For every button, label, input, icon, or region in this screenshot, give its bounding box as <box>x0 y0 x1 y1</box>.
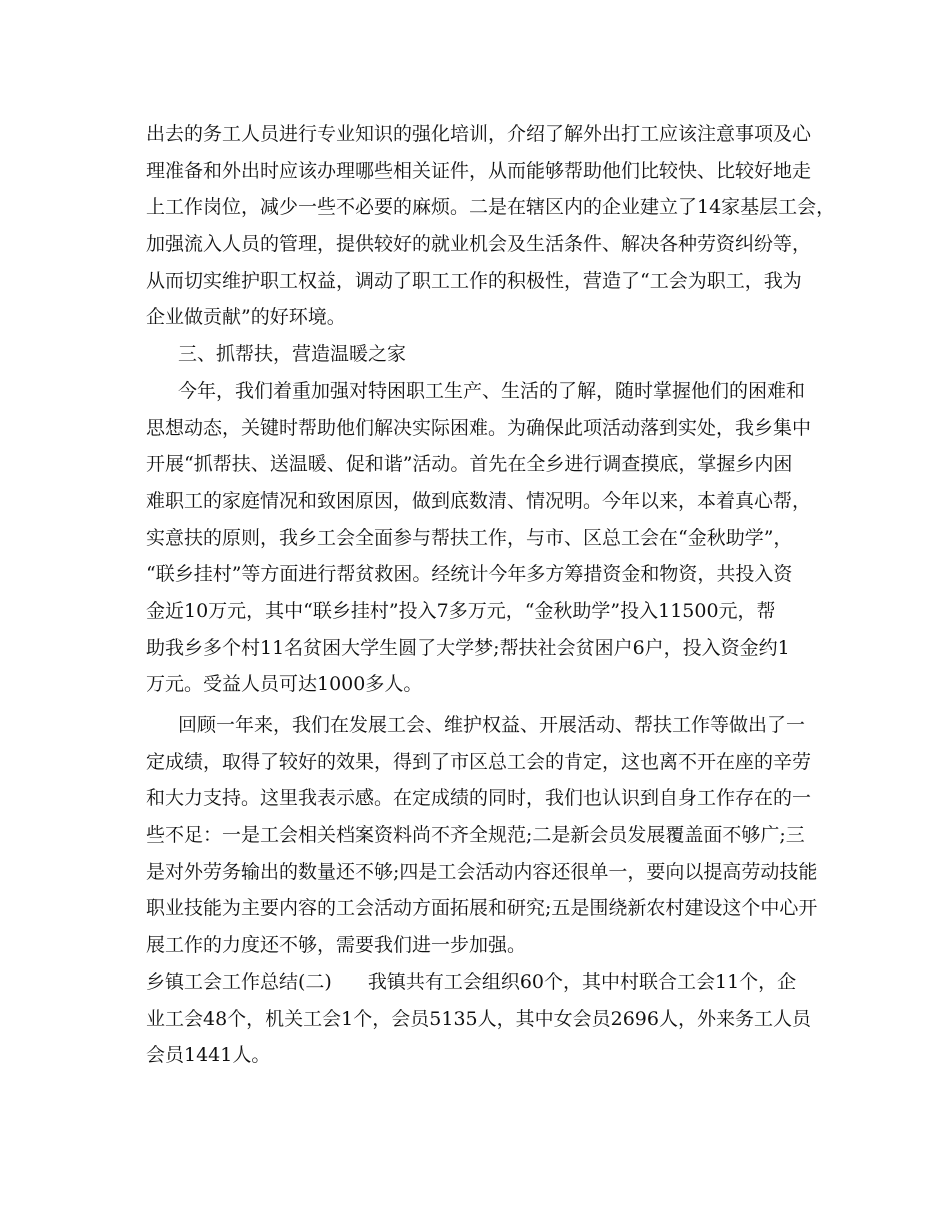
paragraph-line: 助我乡多个村11名贫困大学生圆了大学梦;帮扶社会贫困户6户，投入资金约1 <box>146 636 790 659</box>
paragraph-line: 些不足：一是工会相关档案资料尚不齐全规范;二是新会员发展覆盖面不够广;三 <box>146 824 805 847</box>
paragraph-line: 和大力支持。这里我表示感。在定成绩的同时，我们也认识到自身工作存在的一 <box>146 787 812 810</box>
paragraph-line: 开展“抓帮扶、送温暖、促和谐”活动。首先在全乡进行调查摸底，掌握乡内困 <box>146 453 793 476</box>
paragraph-line: 难职工的家庭情况和致困原因，做到底数清、情况明。今年以来，本着真心帮， <box>146 489 812 512</box>
paragraph-line: 上工作岗位，减少一些不必要的麻烦。二是在辖区内的企业建立了14家基层工会， <box>146 196 836 219</box>
paragraph-line: 实意扶的原则，我乡工会全面参与帮扶工作，与市、区总工会在“金秋助学”， <box>146 526 793 549</box>
paragraph-line: 万元。受益人员可达1000多人。 <box>146 673 423 696</box>
paragraph-line: 企业做贡献”的好环境。 <box>146 306 346 329</box>
paragraph-line: 业工会48个，机关工会1个，会员5135人，其中女会员2696人，外来务工人员 <box>146 1007 811 1030</box>
section-title-line <box>146 964 816 1001</box>
paragraph-line: 职业技能为主要内容的工会活动方面拓展和研究;五是围绕新农村建设这个中心开 <box>146 897 818 920</box>
paragraph-line: 思想动态，关键时帮助他们解决实际困难。为确保此项活动落到实处，我乡集中 <box>146 416 812 439</box>
document-body <box>146 116 836 1074</box>
paragraph-line: 回顾一年来，我们在发展工会、维护权益、开展活动、帮扶工作等做出了一 <box>178 714 806 736</box>
paragraph-line: 定成绩，取得了较好的效果，得到了市区总工会的肯定，这也离不开在座的辛劳 <box>146 750 812 773</box>
paragraph-line: 展工作的力度还不够，需要我们进一步加强。 <box>146 934 527 957</box>
paragraph-line: 我镇共有工会组织60个，其中村联合工会11个，企 <box>367 970 797 993</box>
section-heading: 三、抓帮扶，营造温暖之家 <box>178 343 407 366</box>
paragraph-line: 是对外劳务输出的数量还不够;四是工会活动内容还很单一，要向以提高劳动技能 <box>146 860 818 883</box>
paragraph-line: 会员1441人。 <box>146 1044 271 1067</box>
paragraph-line: 今年，我们着重加强对特困职工生产、生活的了解，随时掌握他们的困难和 <box>178 379 806 402</box>
paragraph-line: “联乡挂村”等方面进行帮贫救困。经统计今年多方筹措资金和物资，共投入资 <box>146 563 793 586</box>
section-title: 乡镇工会工作总结(二) <box>146 970 332 993</box>
paragraph-line: 从而切实维护职工权益，调动了职工工作的积极性，营造了“工会为职工，我为 <box>146 269 802 292</box>
paragraph-line: 理准备和外出时应该办理哪些相关证件，从而能够帮助他们比较快、比较好地走 <box>146 159 812 182</box>
paragraph-line: 金近10万元，其中“联乡挂村”投入7多万元，“金秋助学”投入11500元，帮 <box>146 599 776 622</box>
paragraph-line: 出去的务工人员进行专业知识的强化培训，介绍了解外出打工应该注意事项及心 <box>146 123 812 145</box>
paragraph-line: 加强流入人员的管理，提供较好的就业机会及生活条件、解决各种劳资纠纷等， <box>146 233 812 256</box>
